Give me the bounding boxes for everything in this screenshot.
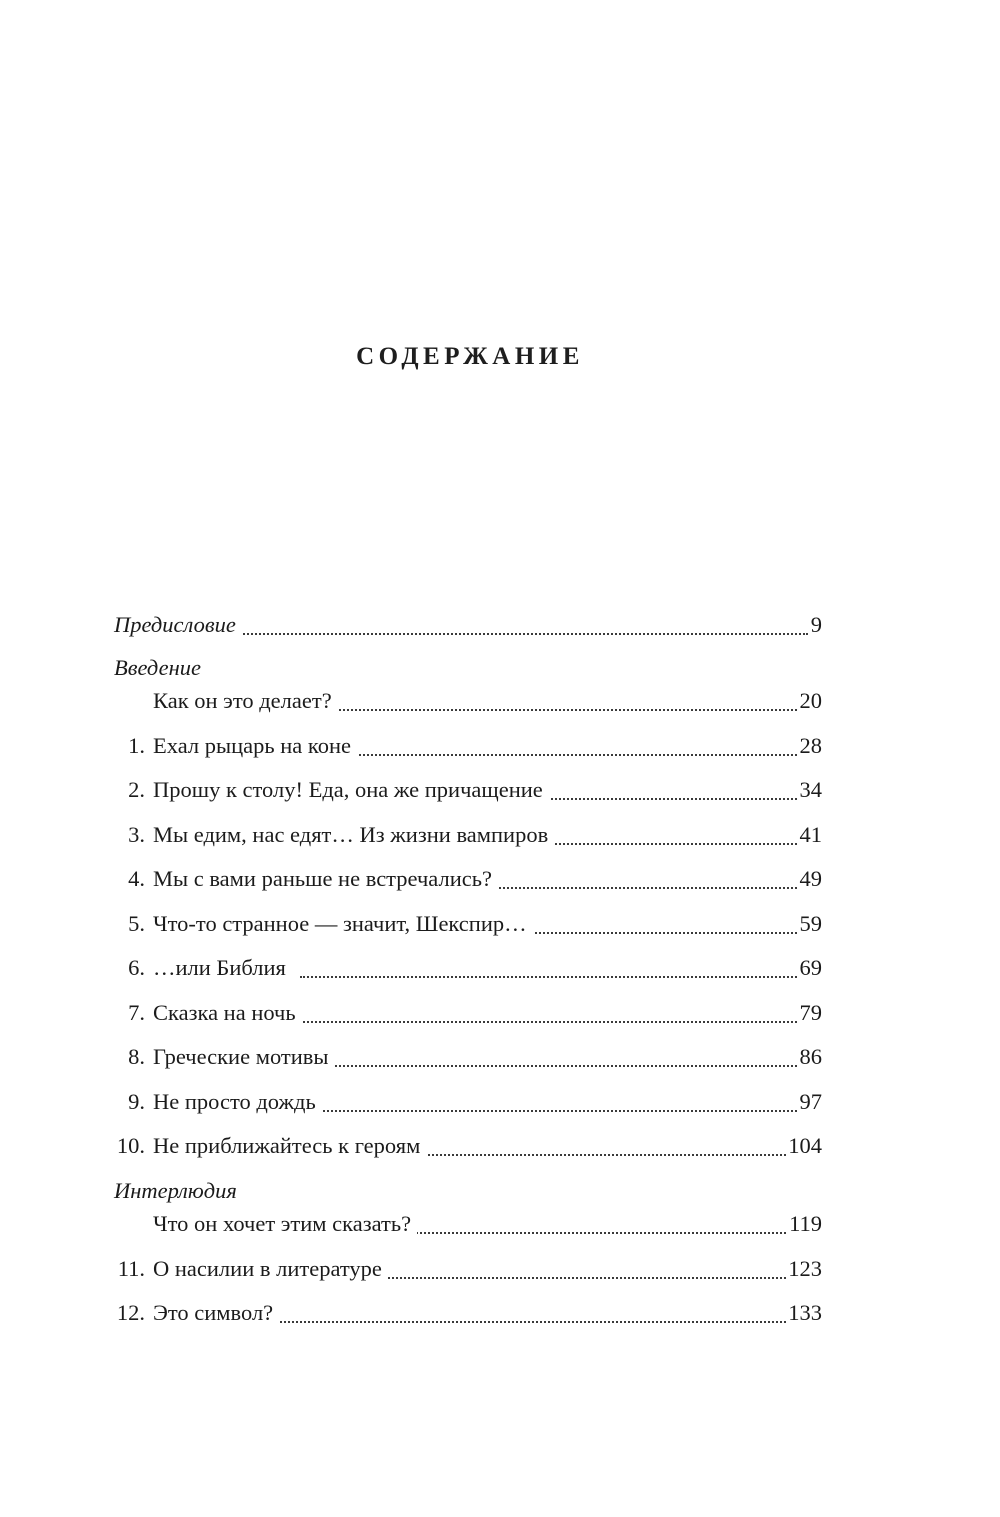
toc-entry-ch3[interactable] bbox=[0, 818, 1000, 852]
page-title: СОДЕРЖАНИЕ bbox=[356, 343, 584, 370]
toc-entry-number: 9. bbox=[128, 1089, 145, 1114]
toc-entry-label: …или Библия bbox=[153, 951, 292, 985]
toc-entry-number: 7. bbox=[128, 1000, 145, 1025]
toc-entry-ch6[interactable] bbox=[0, 951, 1000, 985]
toc-entry-page: 59 bbox=[798, 907, 823, 941]
dot-leader bbox=[300, 1110, 800, 1112]
toc-entry-ch12[interactable] bbox=[0, 1296, 1000, 1330]
toc-entry-ch1[interactable] bbox=[0, 729, 1000, 763]
toc-entry-number: 3. bbox=[128, 822, 145, 847]
dot-leader bbox=[280, 1321, 790, 1323]
toc-entry-number: 6. bbox=[128, 955, 145, 980]
toc-section-heading: Интерлюдия bbox=[114, 1178, 237, 1203]
dot-leader bbox=[200, 633, 808, 635]
toc-entry-page: 97 bbox=[798, 1085, 823, 1119]
toc-entry-label: Сказка на ночь bbox=[153, 996, 302, 1030]
toc-entry-label: Прошу к столу! Еда, она же причащение bbox=[153, 773, 549, 807]
toc-entry-interlude[interactable] bbox=[0, 1207, 1000, 1241]
toc-entry-page: 9 bbox=[809, 608, 822, 642]
toc-entry-label: Как он это делает? bbox=[153, 684, 338, 718]
toc-entry-page: 104 bbox=[786, 1129, 822, 1163]
toc-entry-ch5[interactable] bbox=[0, 907, 1000, 941]
toc-entry-number: 1. bbox=[128, 733, 145, 758]
toc-entry-ch9[interactable] bbox=[0, 1085, 1000, 1119]
toc-entry-number: 4. bbox=[128, 866, 145, 891]
toc-entry-page: 41 bbox=[798, 818, 823, 852]
toc-entry-ch10[interactable] bbox=[0, 1129, 1000, 1163]
toc-entry-number: 5. bbox=[128, 911, 145, 936]
dot-leader bbox=[300, 754, 800, 756]
toc-entry-label: Ехал рыцарь на коне bbox=[153, 729, 357, 763]
toc-entry-number: 12. bbox=[116, 1300, 145, 1325]
toc-entry-label: Это символ? bbox=[153, 1296, 279, 1330]
toc-entry-page: 49 bbox=[798, 862, 823, 896]
toc-entry-page: 28 bbox=[798, 729, 823, 763]
toc-entry-label: Предисловие bbox=[114, 608, 242, 642]
toc-entry-label: Не приближайтесь к героям bbox=[153, 1129, 426, 1163]
toc-entry-label: Мы с вами раньше не встречались? bbox=[153, 862, 498, 896]
toc-entry-number: 11. bbox=[117, 1256, 145, 1281]
toc-section-heading: Введение bbox=[114, 655, 201, 680]
toc-entry-ch7[interactable] bbox=[0, 996, 1000, 1030]
toc-entry-ch2[interactable] bbox=[0, 773, 1000, 807]
dot-leader bbox=[300, 1021, 800, 1023]
toc-entry-page: 79 bbox=[798, 996, 823, 1030]
dot-leader bbox=[300, 709, 800, 711]
dot-leader bbox=[300, 976, 800, 978]
toc-entry-page: 123 bbox=[786, 1252, 822, 1286]
toc-section-intro bbox=[0, 651, 1000, 685]
toc-entry-number: 2. bbox=[128, 777, 145, 802]
toc-entry-label: Не просто дождь bbox=[153, 1085, 322, 1119]
toc-section-interlude bbox=[0, 1174, 1000, 1208]
toc-entry-page: 69 bbox=[798, 951, 823, 985]
toc-entry-ch4[interactable] bbox=[0, 862, 1000, 896]
toc-entry-ch11[interactable] bbox=[0, 1252, 1000, 1286]
toc-entry-page: 86 bbox=[798, 1040, 823, 1074]
toc-entry-label: Что он хочет этим сказать? bbox=[153, 1207, 417, 1241]
toc-entry-number: 10. bbox=[116, 1133, 145, 1158]
toc-entry-label: Греческие мотивы bbox=[153, 1040, 335, 1074]
toc-entry-preface[interactable] bbox=[0, 608, 1000, 642]
toc-entry-label: О насилии в литературе bbox=[153, 1252, 388, 1286]
toc-entry-label: Мы едим, нас едят… Из жизни вампиров bbox=[153, 818, 554, 852]
toc-entry-ch8[interactable] bbox=[0, 1040, 1000, 1074]
toc-entry-intro[interactable] bbox=[0, 684, 1000, 718]
toc-entry-page: 133 bbox=[786, 1296, 822, 1330]
toc-entry-page: 20 bbox=[798, 684, 823, 718]
toc-entry-label: Что-то странное — значит, Шекспир… bbox=[153, 907, 533, 941]
toc-entry-number: 8. bbox=[128, 1044, 145, 1069]
toc-entry-page: 34 bbox=[798, 773, 823, 807]
toc-entry-page: 119 bbox=[787, 1207, 822, 1241]
dot-leader bbox=[300, 1065, 800, 1067]
